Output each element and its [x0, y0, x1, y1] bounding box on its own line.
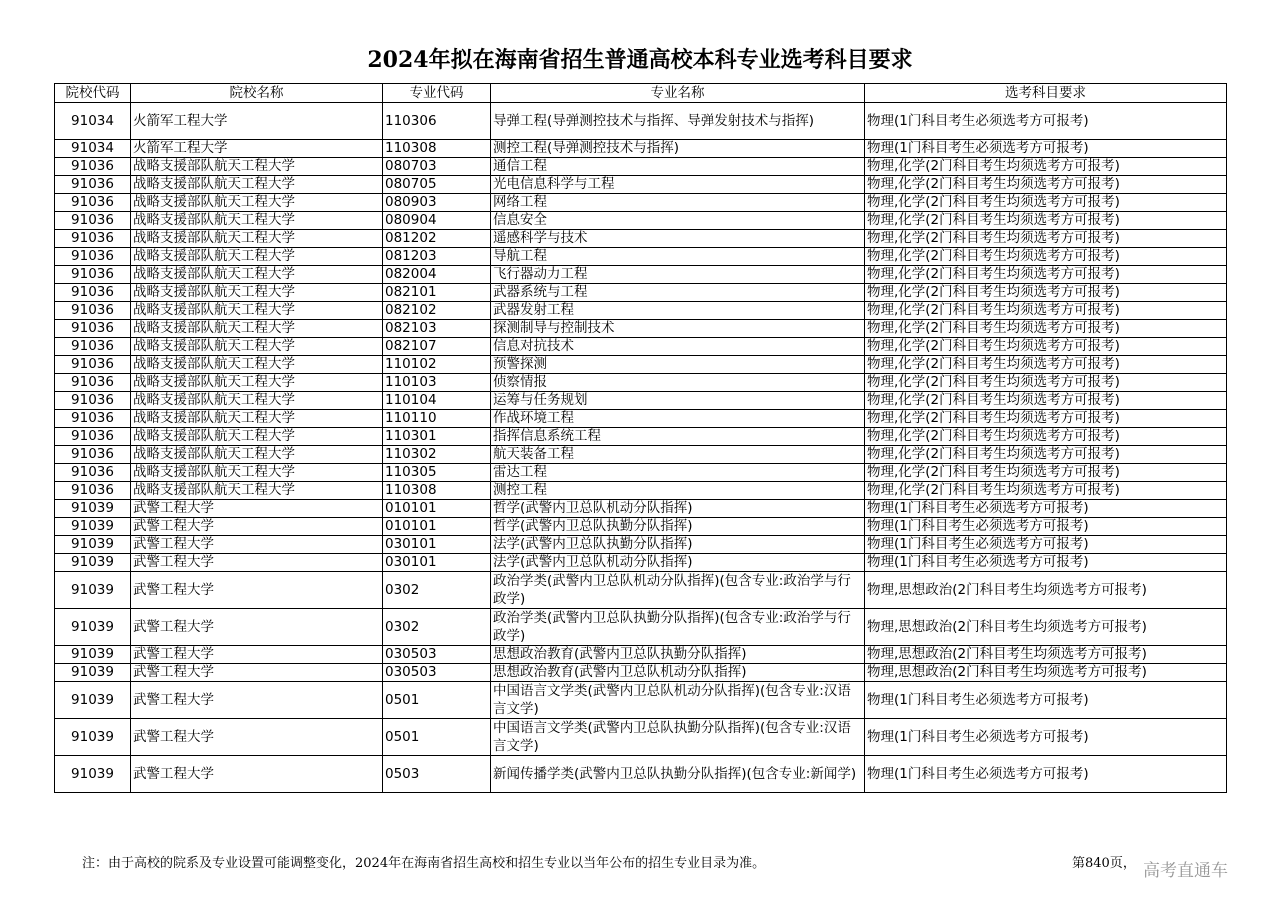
cell-major-code: 082004 — [383, 266, 491, 284]
cell-school-code: 91034 — [55, 103, 131, 140]
table-row — [55, 682, 1227, 719]
table-row — [55, 212, 1227, 230]
table-row — [55, 338, 1227, 356]
cell-major-name: 导弹工程(导弹测控技术与指挥、导弹发射技术与指挥) — [491, 103, 865, 140]
cell-school-name: 战略支援部队航天工程大学 — [131, 320, 383, 338]
cell-major-code: 0501 — [383, 719, 491, 756]
cell-school-name: 战略支援部队航天工程大学 — [131, 302, 383, 320]
cell-major-name: 哲学(武警内卫总队机动分队指挥) — [491, 500, 865, 518]
cell-school-code: 91036 — [55, 158, 131, 176]
cell-major-code: 080705 — [383, 176, 491, 194]
cell-major-code: 082102 — [383, 302, 491, 320]
cell-school-name: 战略支援部队航天工程大学 — [131, 176, 383, 194]
table-row — [55, 446, 1227, 464]
cell-major-code: 110110 — [383, 410, 491, 428]
cell-major-name: 导航工程 — [491, 248, 865, 266]
watermark: 高考直通车 — [1143, 861, 1228, 881]
cell-subject-requirement: 物理,化学(2门科目考生均须选考方可报考) — [865, 410, 1227, 428]
cell-school-name: 战略支援部队航天工程大学 — [131, 464, 383, 482]
header-major-code: 专业代码 — [383, 84, 491, 103]
cell-school-name: 战略支援部队航天工程大学 — [131, 374, 383, 392]
table-row — [55, 248, 1227, 266]
cell-major-name: 指挥信息系统工程 — [491, 428, 865, 446]
cell-major-name: 信息安全 — [491, 212, 865, 230]
header-major-name: 专业名称 — [491, 84, 865, 103]
cell-major-name: 思想政治教育(武警内卫总队执勤分队指挥) — [491, 646, 865, 664]
cell-major-name: 测控工程 — [491, 482, 865, 500]
cell-major-name: 中国语言文学类(武警内卫总队机动分队指挥)(包含专业:汉语言文学) — [491, 682, 865, 719]
cell-subject-requirement: 物理,化学(2门科目考生均须选考方可报考) — [865, 302, 1227, 320]
table-row — [55, 356, 1227, 374]
cell-major-code: 030503 — [383, 664, 491, 682]
table-row — [55, 609, 1227, 646]
cell-major-code: 110103 — [383, 374, 491, 392]
cell-major-code: 110308 — [383, 140, 491, 158]
cell-school-name: 战略支援部队航天工程大学 — [131, 392, 383, 410]
cell-subject-requirement: 物理,思想政治(2门科目考生均须选考方可报考) — [865, 609, 1227, 646]
cell-school-code: 91039 — [55, 500, 131, 518]
cell-major-name: 武器发射工程 — [491, 302, 865, 320]
cell-school-code: 91039 — [55, 572, 131, 609]
cell-major-code: 082107 — [383, 338, 491, 356]
cell-school-code: 91034 — [55, 140, 131, 158]
cell-school-name: 武警工程大学 — [131, 664, 383, 682]
cell-school-code: 91036 — [55, 284, 131, 302]
cell-major-code: 030503 — [383, 646, 491, 664]
cell-major-code: 110306 — [383, 103, 491, 140]
cell-school-code: 91036 — [55, 338, 131, 356]
cell-school-code: 91036 — [55, 266, 131, 284]
page-title: 2024年拟在海南省招生普通高校本科专业选考科目要求 — [367, 47, 913, 73]
cell-subject-requirement: 物理,化学(2门科目考生均须选考方可报考) — [865, 248, 1227, 266]
cell-major-code: 0503 — [383, 756, 491, 793]
cell-major-code: 080904 — [383, 212, 491, 230]
cell-subject-requirement: 物理(1门科目考生必须选考方可报考) — [865, 536, 1227, 554]
cell-major-name: 侦察情报 — [491, 374, 865, 392]
cell-subject-requirement: 物理,化学(2门科目考生均须选考方可报考) — [865, 284, 1227, 302]
cell-school-name: 武警工程大学 — [131, 500, 383, 518]
cell-school-name: 战略支援部队航天工程大学 — [131, 212, 383, 230]
table-row — [55, 392, 1227, 410]
cell-subject-requirement: 物理,化学(2门科目考生均须选考方可报考) — [865, 446, 1227, 464]
cell-school-name: 武警工程大学 — [131, 682, 383, 719]
table-row — [55, 284, 1227, 302]
table-row — [55, 536, 1227, 554]
table-row — [55, 756, 1227, 793]
cell-major-name: 运筹与任务规划 — [491, 392, 865, 410]
cell-subject-requirement: 物理,化学(2门科目考生均须选考方可报考) — [865, 428, 1227, 446]
cell-school-name: 战略支援部队航天工程大学 — [131, 266, 383, 284]
table-row — [55, 176, 1227, 194]
cell-subject-requirement: 物理(1门科目考生必须选考方可报考) — [865, 682, 1227, 719]
cell-major-code: 110102 — [383, 356, 491, 374]
cell-school-name: 战略支援部队航天工程大学 — [131, 356, 383, 374]
cell-major-name: 中国语言文学类(武警内卫总队执勤分队指挥)(包含专业:汉语言文学) — [491, 719, 865, 756]
cell-school-code: 91039 — [55, 646, 131, 664]
header-subject-requirement: 选考科目要求 — [865, 84, 1227, 103]
cell-major-name: 作战环境工程 — [491, 410, 865, 428]
cell-school-code: 91036 — [55, 482, 131, 500]
cell-school-name: 火箭军工程大学 — [131, 140, 383, 158]
cell-major-code: 0501 — [383, 682, 491, 719]
cell-school-name: 战略支援部队航天工程大学 — [131, 482, 383, 500]
cell-major-name: 武器系统与工程 — [491, 284, 865, 302]
table-row — [55, 719, 1227, 756]
table-row — [55, 428, 1227, 446]
cell-major-name: 新闻传播学类(武警内卫总队执勤分队指挥)(包含专业:新闻学) — [491, 756, 865, 793]
table-row — [55, 482, 1227, 500]
table-row — [55, 464, 1227, 482]
cell-major-name: 思想政治教育(武警内卫总队机动分队指挥) — [491, 664, 865, 682]
cell-school-name: 战略支援部队航天工程大学 — [131, 284, 383, 302]
cell-school-code: 91039 — [55, 518, 131, 536]
cell-subject-requirement: 物理,思想政治(2门科目考生均须选考方可报考) — [865, 664, 1227, 682]
table-row — [55, 664, 1227, 682]
cell-major-name: 政治学类(武警内卫总队机动分队指挥)(包含专业:政治学与行政学) — [491, 572, 865, 609]
cell-school-code: 91039 — [55, 756, 131, 793]
table-row — [55, 320, 1227, 338]
cell-school-name: 战略支援部队航天工程大学 — [131, 158, 383, 176]
cell-major-code: 081202 — [383, 230, 491, 248]
cell-subject-requirement: 物理,化学(2门科目考生均须选考方可报考) — [865, 194, 1227, 212]
cell-school-code: 91036 — [55, 230, 131, 248]
table-body — [55, 103, 1227, 793]
cell-subject-requirement: 物理,化学(2门科目考生均须选考方可报考) — [865, 320, 1227, 338]
footer-note: 注：由于高校的院系及专业设置可能调整变化，2024年在海南省招生高校和招生专业以当年公布的招生专业目录为准。 — [82, 856, 766, 871]
cell-major-code: 030101 — [383, 536, 491, 554]
cell-subject-requirement: 物理(1门科目考生必须选考方可报考) — [865, 140, 1227, 158]
cell-major-name: 雷达工程 — [491, 464, 865, 482]
table-row — [55, 140, 1227, 158]
cell-school-code: 91036 — [55, 320, 131, 338]
cell-subject-requirement: 物理,化学(2门科目考生均须选考方可报考) — [865, 158, 1227, 176]
cell-school-name: 武警工程大学 — [131, 609, 383, 646]
cell-school-code: 91036 — [55, 392, 131, 410]
cell-major-code: 0302 — [383, 609, 491, 646]
cell-school-code: 91036 — [55, 410, 131, 428]
cell-subject-requirement: 物理(1门科目考生必须选考方可报考) — [865, 554, 1227, 572]
cell-school-code: 91039 — [55, 664, 131, 682]
cell-school-code: 91036 — [55, 248, 131, 266]
cell-school-name: 武警工程大学 — [131, 572, 383, 609]
cell-school-code: 91036 — [55, 446, 131, 464]
cell-school-name: 战略支援部队航天工程大学 — [131, 194, 383, 212]
header-school-name: 院校名称 — [131, 84, 383, 103]
cell-major-code: 110305 — [383, 464, 491, 482]
table-row — [55, 158, 1227, 176]
table-row — [55, 410, 1227, 428]
cell-subject-requirement: 物理(1门科目考生必须选考方可报考) — [865, 719, 1227, 756]
cell-major-code: 010101 — [383, 518, 491, 536]
cell-major-code: 030101 — [383, 554, 491, 572]
cell-subject-requirement: 物理,化学(2门科目考生均须选考方可报考) — [865, 356, 1227, 374]
cell-major-code: 080703 — [383, 158, 491, 176]
cell-major-code: 082101 — [383, 284, 491, 302]
cell-school-name: 武警工程大学 — [131, 646, 383, 664]
requirements-table — [54, 83, 1227, 793]
table-row — [55, 518, 1227, 536]
cell-major-name: 通信工程 — [491, 158, 865, 176]
cell-major-code: 082103 — [383, 320, 491, 338]
cell-major-name: 网络工程 — [491, 194, 865, 212]
cell-subject-requirement: 物理,化学(2门科目考生均须选考方可报考) — [865, 338, 1227, 356]
cell-school-code: 91039 — [55, 609, 131, 646]
cell-major-name: 信息对抗技术 — [491, 338, 865, 356]
cell-major-code: 081203 — [383, 248, 491, 266]
cell-school-code: 91039 — [55, 554, 131, 572]
cell-subject-requirement: 物理,化学(2门科目考生均须选考方可报考) — [865, 212, 1227, 230]
cell-major-name: 法学(武警内卫总队执勤分队指挥) — [491, 536, 865, 554]
cell-major-name: 探测制导与控制技术 — [491, 320, 865, 338]
cell-school-name: 武警工程大学 — [131, 536, 383, 554]
cell-school-code: 91036 — [55, 464, 131, 482]
cell-major-name: 光电信息科学与工程 — [491, 176, 865, 194]
table-row — [55, 103, 1227, 140]
cell-school-name: 武警工程大学 — [131, 719, 383, 756]
cell-subject-requirement: 物理(1门科目考生必须选考方可报考) — [865, 500, 1227, 518]
cell-major-name: 哲学(武警内卫总队执勤分队指挥) — [491, 518, 865, 536]
cell-subject-requirement: 物理,化学(2门科目考生均须选考方可报考) — [865, 374, 1227, 392]
cell-school-code: 91036 — [55, 212, 131, 230]
table-row — [55, 500, 1227, 518]
table-row — [55, 266, 1227, 284]
cell-school-code: 91039 — [55, 536, 131, 554]
table-row — [55, 230, 1227, 248]
cell-school-code: 91036 — [55, 194, 131, 212]
cell-school-name: 火箭军工程大学 — [131, 103, 383, 140]
cell-major-code: 0302 — [383, 572, 491, 609]
cell-subject-requirement: 物理,化学(2门科目考生均须选考方可报考) — [865, 266, 1227, 284]
cell-school-name: 战略支援部队航天工程大学 — [131, 428, 383, 446]
cell-subject-requirement: 物理,思想政治(2门科目考生均须选考方可报考) — [865, 646, 1227, 664]
cell-school-name: 武警工程大学 — [131, 554, 383, 572]
cell-major-code: 110104 — [383, 392, 491, 410]
cell-school-code: 91036 — [55, 374, 131, 392]
cell-major-name: 法学(武警内卫总队机动分队指挥) — [491, 554, 865, 572]
cell-school-name: 战略支援部队航天工程大学 — [131, 248, 383, 266]
cell-major-name: 政治学类(武警内卫总队执勤分队指挥)(包含专业:政治学与行政学) — [491, 609, 865, 646]
cell-school-name: 战略支援部队航天工程大学 — [131, 338, 383, 356]
cell-major-name: 航天装备工程 — [491, 446, 865, 464]
cell-subject-requirement: 物理(1门科目考生必须选考方可报考) — [865, 756, 1227, 793]
cell-school-code: 91036 — [55, 428, 131, 446]
cell-school-code: 91039 — [55, 682, 131, 719]
cell-major-code: 010101 — [383, 500, 491, 518]
cell-school-name: 武警工程大学 — [131, 518, 383, 536]
cell-major-code: 110302 — [383, 446, 491, 464]
cell-school-name: 战略支援部队航天工程大学 — [131, 410, 383, 428]
cell-major-name: 测控工程(导弹测控技术与指挥) — [491, 140, 865, 158]
table-row — [55, 646, 1227, 664]
cell-school-code: 91036 — [55, 356, 131, 374]
cell-major-code: 080903 — [383, 194, 491, 212]
cell-school-name: 武警工程大学 — [131, 756, 383, 793]
cell-subject-requirement: 物理(1门科目考生必须选考方可报考) — [865, 518, 1227, 536]
cell-school-code: 91039 — [55, 719, 131, 756]
cell-subject-requirement: 物理(1门科目考生必须选考方可报考) — [865, 103, 1227, 140]
cell-subject-requirement: 物理,化学(2门科目考生均须选考方可报考) — [865, 230, 1227, 248]
table-row — [55, 374, 1227, 392]
cell-subject-requirement: 物理,化学(2门科目考生均须选考方可报考) — [865, 392, 1227, 410]
cell-subject-requirement: 物理,化学(2门科目考生均须选考方可报考) — [865, 464, 1227, 482]
table-row — [55, 194, 1227, 212]
header-school-code: 院校代码 — [55, 84, 131, 103]
cell-subject-requirement: 物理,化学(2门科目考生均须选考方可报考) — [865, 176, 1227, 194]
page-number: 第840页， — [1072, 856, 1136, 871]
cell-school-code: 91036 — [55, 176, 131, 194]
cell-major-code: 110308 — [383, 482, 491, 500]
cell-school-code: 91036 — [55, 302, 131, 320]
table-header-row — [55, 84, 1227, 103]
table-row — [55, 572, 1227, 609]
cell-subject-requirement: 物理,思想政治(2门科目考生均须选考方可报考) — [865, 572, 1227, 609]
cell-subject-requirement: 物理,化学(2门科目考生均须选考方可报考) — [865, 482, 1227, 500]
cell-major-name: 预警探测 — [491, 356, 865, 374]
cell-major-name: 遥感科学与技术 — [491, 230, 865, 248]
cell-school-name: 战略支援部队航天工程大学 — [131, 230, 383, 248]
cell-major-name: 飞行器动力工程 — [491, 266, 865, 284]
cell-school-name: 战略支援部队航天工程大学 — [131, 446, 383, 464]
table-row — [55, 302, 1227, 320]
table-row — [55, 554, 1227, 572]
cell-major-code: 110301 — [383, 428, 491, 446]
